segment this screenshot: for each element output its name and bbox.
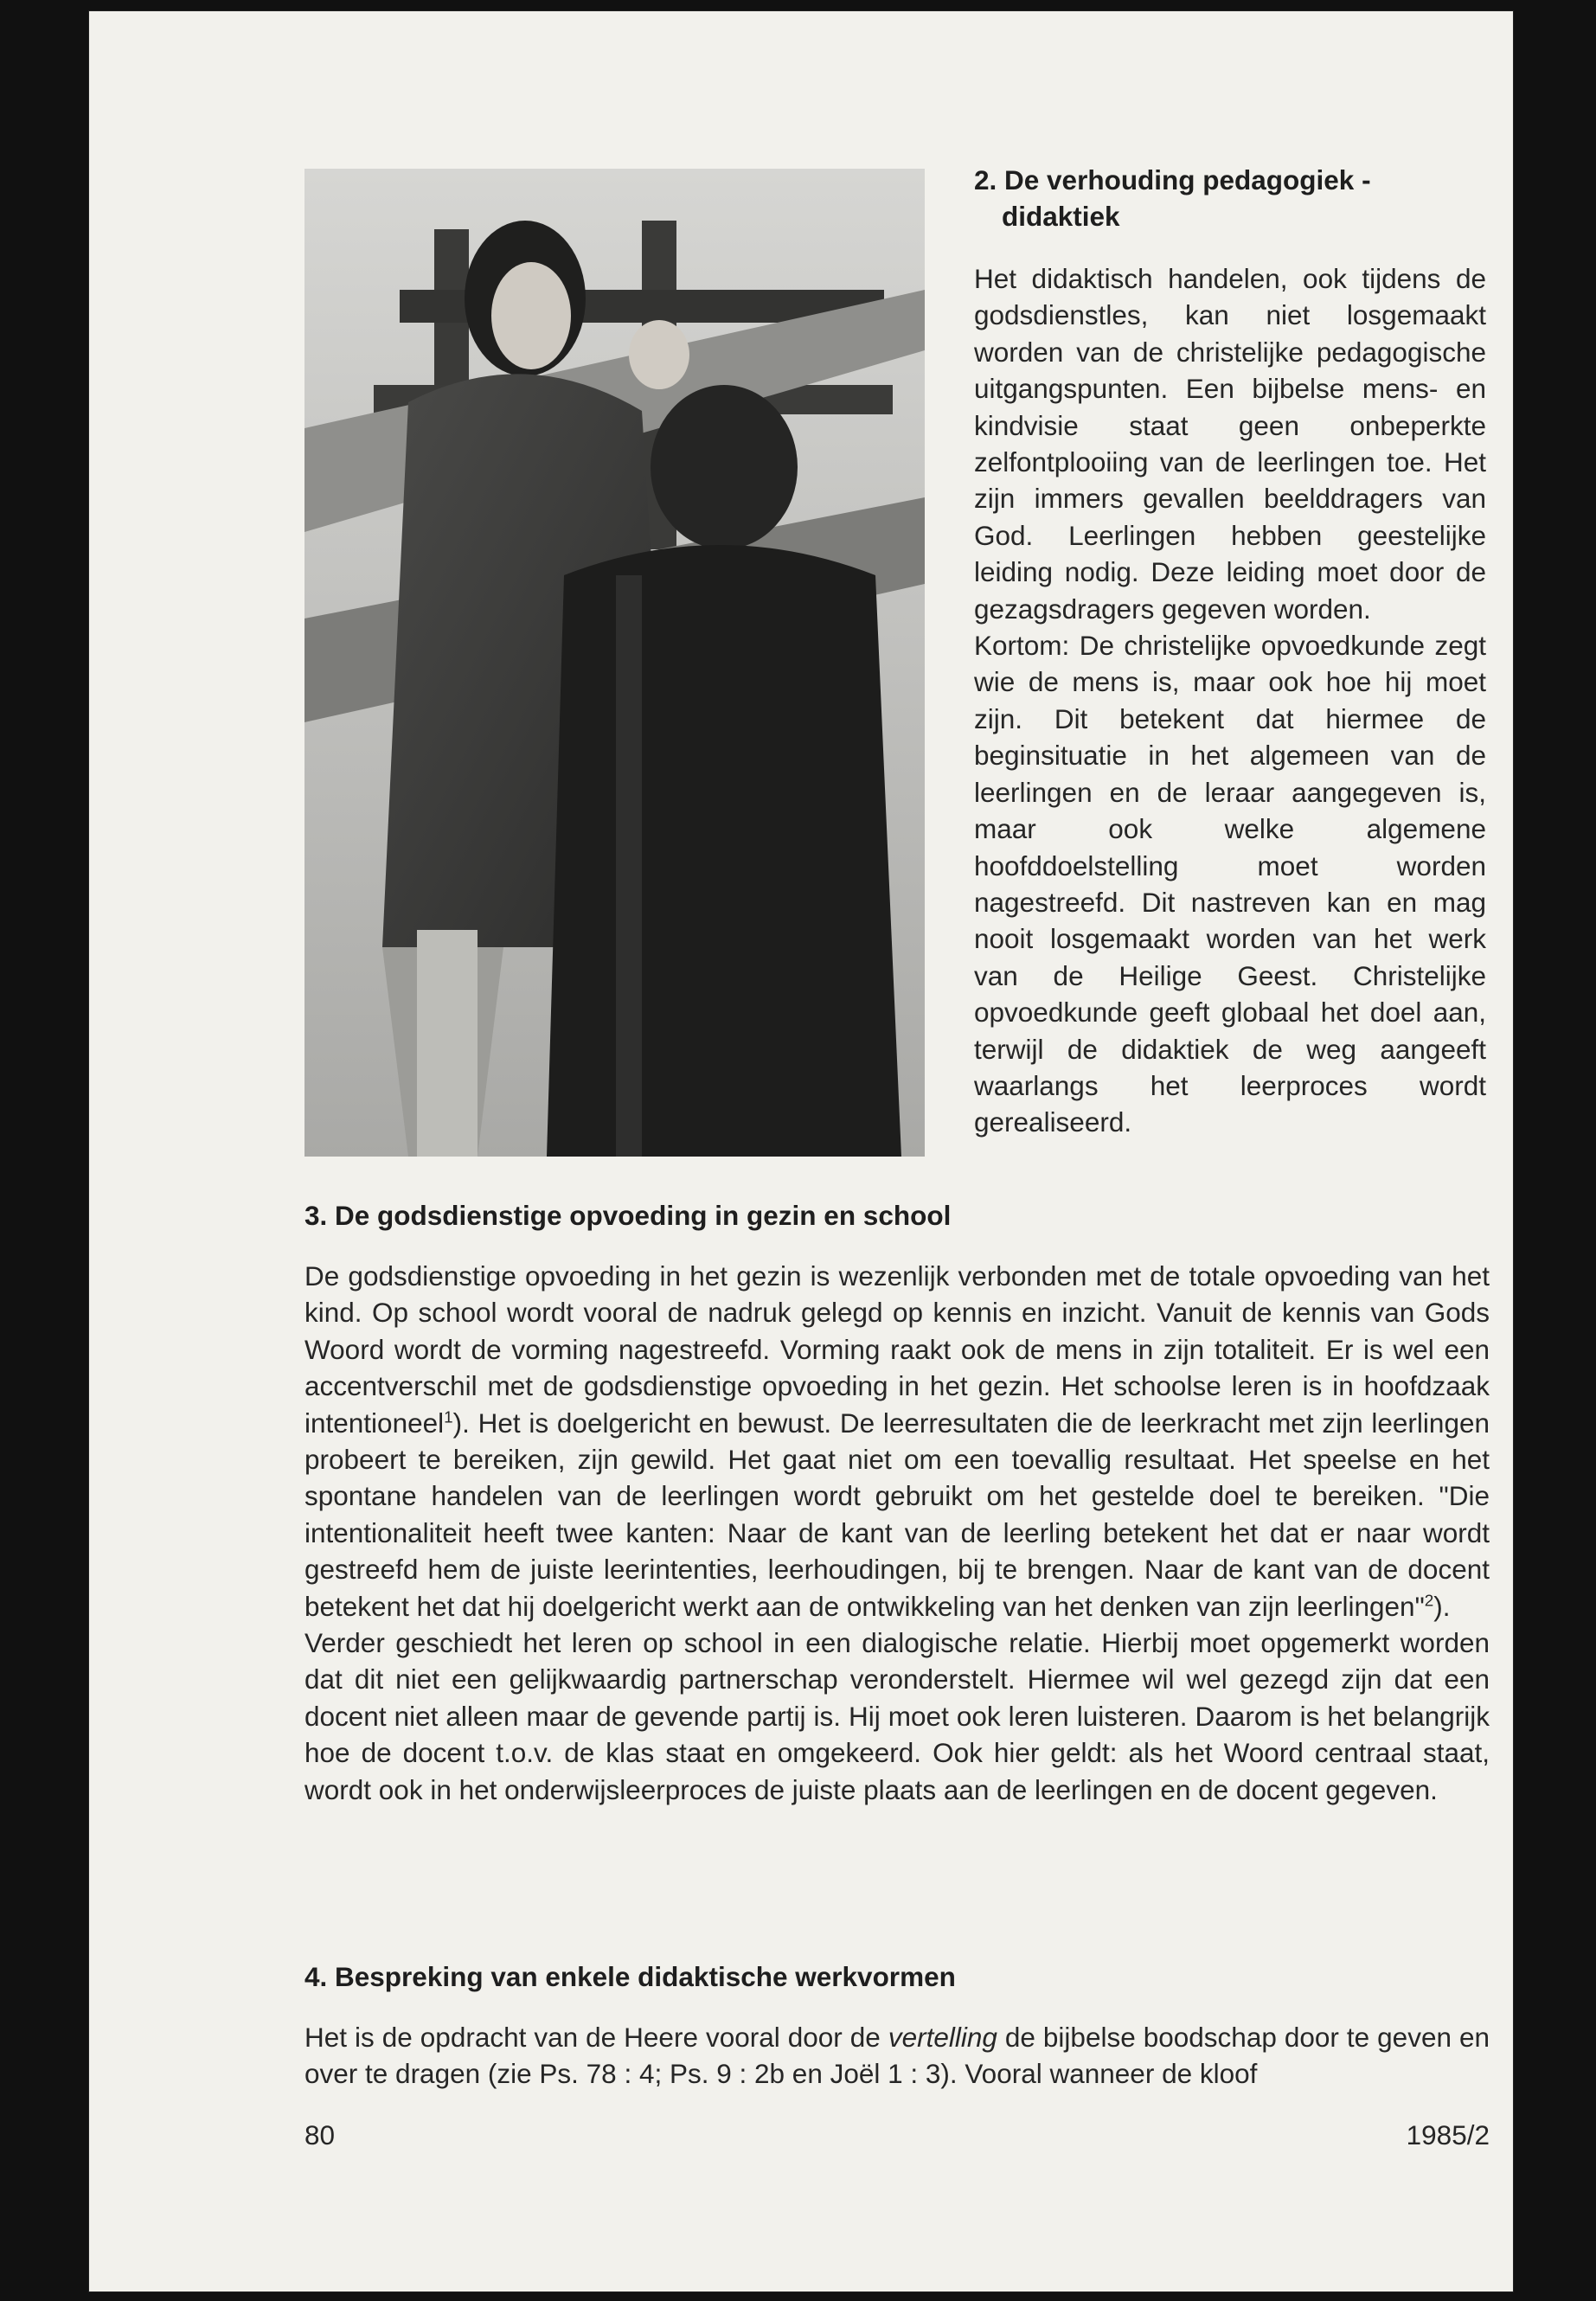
paragraph [304,1258,1490,1625]
paragraph: Verder geschiedt het leren op school in een dialogische relatie. Hierbij moet opgemerkt worden dat dit niet een gelijkwaardig partnerschap veronderstelt. Hiermee wil wel gezegd zijn dat een docent niet alleen maar de gevende partij is. Hij moet ook leren luisteren. Daarom is het belangrijk hoe de docent t.o.v. de klas staat en omgekeerd. Ook hier geldt: als het Woord centraal staat, wordt ook in het onderwijsleerproces de juiste plaats aan de leerlingen en de docent gegeven. [304,1627,1490,1805]
section-2-heading [974,162,1486,234]
text-run: de bijbelse boodschap door te geven en over te dragen (zie Ps. 78 : 4; Ps. 9 : 2b en Joël 1 : 3). Vooral wanneer de kloof [304,2022,1490,2090]
section-2-body [974,260,1486,1141]
section-3 [304,1197,1490,1808]
text-run: ). Het is doelgericht en bewust. De leerresultaten die de leerkracht met zijn leerlingen probeert te bereiken, zijn gewild. Het gaat niet om een toevallig resultaat. Het speelse en het spontane handelen van de leerlingen wordt gebruikt om het gestelde doel te bereiken. "Die intentionaliteit heeft twee kanten: Naar de kant van de leerling betekent het dat er naar wordt gestreefd hem de juiste leerintenties, leerhoudingen, bij te brengen. Naar de kant van de docent betekent het dat hij doelgericht werkt aan de ontwikkeling van het denken van zijn leerlingen" [304,1407,1490,1622]
footnote-ref: 1 [444,1408,453,1427]
text-run: De godsdienstige opvoeding in het gezin is wezenlijk verbonden met de totale opvoeding van het kind. Op school wordt vooral de nadruk gelegd op kennis en inzicht. Vanuit de kennis van Gods Woord wordt de vorming nagestreefd. Vorming raakt ook de mens in zijn totaliteit. Er is wel een accentverschil met de godsdienstige opvoeding in het gezin. Het schoolse leren is in hoofdzaak intentioneel [304,1260,1490,1439]
section-4-heading: 4. Bespreking van enkele didaktische werkvormen [304,1961,956,1992]
emphasis: vertelling [888,2022,997,2053]
page-footer [304,2117,1490,2153]
paragraph: Kortom: De christelijke opvoedkunde zegt wie de mens is, maar ook hoe hij moet zijn. Dit betekent dat hiermee de beginsituatie in het algemeen van de leerlingen en de leraar aangegeven is, maar ook welke algemene hoofddoelstelling moet worden nagestreefd. Dit nastreven kan en mag nooit losgemaakt worden van het werk van de Heilige Geest. Christelijke opvoedkunde geeft globaal het doel aan, terwijl de didaktiek de weg aangeeft waarlangs het leerproces wordt gerealiseerd. [974,630,1486,1138]
photo-illustration [304,169,925,1157]
paragraph: Het didaktisch handelen, ook tijdens de godsdienstles, kan niet losgemaakt worden van de christelijke pedagogische uitgangspunten. Een bijbelse mens- en kindvisie staat geen onbeperkte zelfontplooiing van de leerlingen toe. Het zijn immers gevallen beelddragers van God. Leerlingen hebben geestelijke leiding nodig. Deze leiding moet door de gezagsdragers gegeven worden. [974,263,1486,625]
section-4-body [304,2019,1490,2093]
heading-line-2: didaktiek [1002,201,1120,232]
issue-number: 1985/2 [1406,2119,1490,2150]
section-2 [974,162,1486,1141]
document-page [88,10,1514,2292]
heading-line-1: 2. De verhouding pedagogiek - [974,164,1371,195]
section-3-body [304,1258,1490,1808]
page-number: 80 [304,2119,336,2150]
photograph-two-students [304,169,925,1157]
paragraph [304,2019,1490,2093]
text-run: ). [1433,1590,1451,1622]
footnote-ref: 2 [1424,1592,1434,1611]
text-run: Het is de opdracht van de Heere vooral door de [304,2022,888,2053]
section-3-heading: 3. De godsdienstige opvoeding in gezin en school [304,1200,952,1231]
section-4 [304,1958,1490,2093]
